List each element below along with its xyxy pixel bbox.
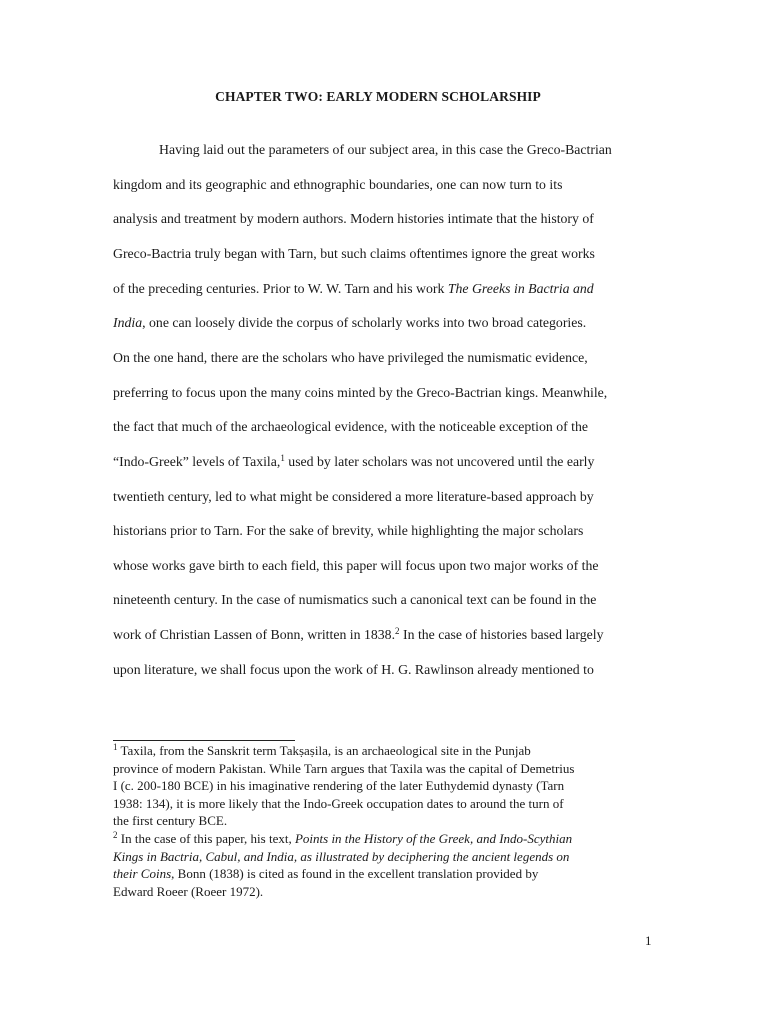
text-run: work of Christian Lassen of Bonn, written in 1838. xyxy=(113,627,396,643)
text-run: , Bonn (1838) is cited as found in the excellent translation provided by xyxy=(171,866,539,882)
text-run: historians prior to Tarn. For the sake of brevity, while highlighting the major scholars xyxy=(113,523,584,539)
body-line xyxy=(113,246,595,262)
footnote-line xyxy=(113,831,572,847)
text-run: of the preceding centuries. Prior to W. W. Tarn and his work xyxy=(113,280,448,296)
text-run: used by later scholars was not uncovered until the early xyxy=(284,453,595,469)
body-line xyxy=(113,662,594,678)
footnote-line xyxy=(113,743,531,759)
body-line xyxy=(113,281,594,297)
body-line xyxy=(113,315,586,331)
body-line xyxy=(113,177,562,193)
footnote-marker: 2 xyxy=(113,830,118,840)
footnote-marker: 1 xyxy=(113,742,118,752)
text-run: I (c. 200-180 BCE) in his imaginative rendering of the later Euthydemid dynasty (Tarn xyxy=(113,778,565,794)
footnote-line xyxy=(113,849,569,865)
text-run: province of modern Pakistan. While Tarn argues that Taxila was the capital of Demetrius xyxy=(113,760,575,776)
footnote-line xyxy=(113,813,227,829)
body-line xyxy=(113,350,588,366)
body-line xyxy=(113,558,598,574)
body-line xyxy=(113,454,594,470)
text-run: the first century BCE. xyxy=(113,813,228,829)
italic-title: The Greeks in Bactria and xyxy=(447,280,594,296)
text-run: Taxila, from the Sanskrit term Takṣaṣila, is an archaeological site in the Punjab xyxy=(117,743,531,758)
footnote-separator xyxy=(113,740,295,741)
footnote-reference: 2 xyxy=(395,626,400,637)
footnote-line xyxy=(113,866,538,882)
body-line xyxy=(113,627,604,643)
footnote-line xyxy=(113,778,564,794)
body-line xyxy=(159,142,612,158)
text-run: In the case of histories based largely xyxy=(399,627,604,643)
italic-title: India xyxy=(113,315,143,331)
text-run: kingdom and its geographic and ethnographic boundaries, one can now turn to its xyxy=(113,176,563,192)
text-run: In the case of this paper, his text, xyxy=(117,831,295,846)
text-run: upon literature, we shall focus upon the work of H. G. Rawlinson already mentioned to xyxy=(113,661,594,677)
text-run: the fact that much of the archaeological evidence, with the noticeable exception of the xyxy=(113,419,589,435)
text-run: Edward Roeer (Roeer 1972). xyxy=(113,883,264,899)
body-line xyxy=(113,489,594,505)
body-line xyxy=(113,385,607,401)
italic-title: Kings in Bactria, Cabul, and India, as illustrated by deciphering the ancient legends on xyxy=(113,848,570,864)
text-run: preferring to focus upon the many coins minted by the Greco-Bactrian kings. Meanwhile, xyxy=(113,384,608,400)
italic-title: their Coins xyxy=(113,866,172,882)
body-line xyxy=(113,211,594,227)
text-run: analysis and treatment by modern authors. Modern histories intimate that the history of xyxy=(113,211,594,227)
page-number: 1 xyxy=(645,933,652,948)
body-line xyxy=(113,523,583,539)
italic-title: Points in the History of the Greek, and Indo-Scythian xyxy=(294,831,573,846)
body-line xyxy=(113,419,588,435)
text-run: nineteenth century. In the case of numismatics such a canonical text can be found in the xyxy=(113,592,597,608)
text-run: 1938: 134), it is more likely that the Indo-Greek occupation dates to around the turn of xyxy=(113,795,564,811)
footnote-line xyxy=(113,796,564,812)
text-run: twentieth century, led to what might be considered a more literature-based approach by xyxy=(113,488,594,504)
text-run: On the one hand, there are the scholars who have privileged the numismatic evidence, xyxy=(113,349,588,365)
text-run: “Indo-Greek” levels of Taxila, xyxy=(113,453,281,469)
text-run: whose works gave birth to each field, this paper will focus upon two major works of the xyxy=(113,557,599,573)
text-run: Greco-Bactria truly began with Tarn, but such claims oftentimes ignore the great works xyxy=(113,245,595,261)
footnote-line xyxy=(113,884,263,900)
body-line xyxy=(113,592,596,608)
footnote-reference: 1 xyxy=(280,452,285,463)
text-run: , one can loosely divide the corpus of scholarly works into two broad categories. xyxy=(142,315,587,331)
chapter-title: CHAPTER TWO: EARLY MODERN SCHOLARSHIP xyxy=(215,89,541,104)
text-run: Having laid out the parameters of our subject area, in this case the Greco-Bactrian xyxy=(159,142,612,157)
footnote-line xyxy=(113,761,574,777)
